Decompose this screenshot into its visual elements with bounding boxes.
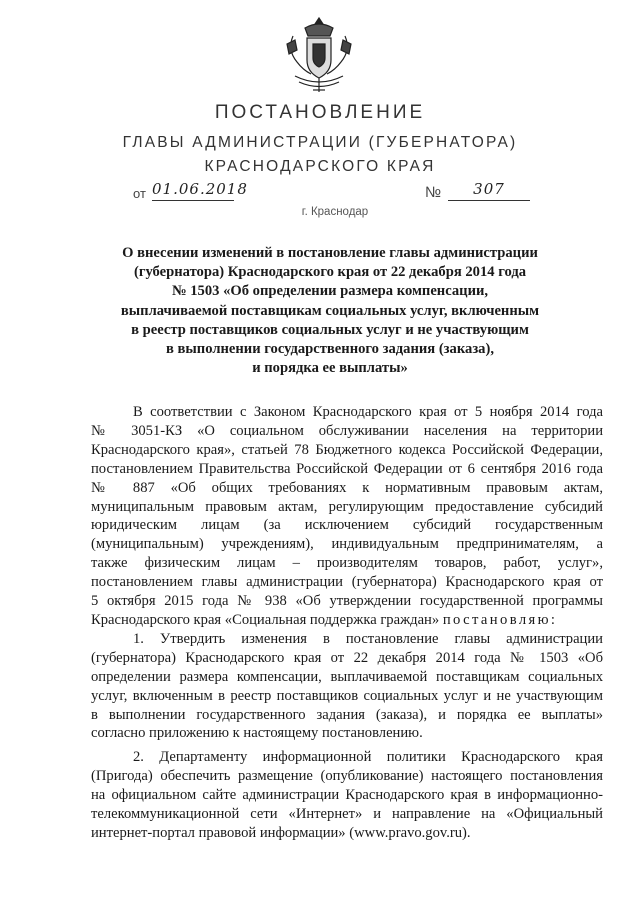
body-line: постановлением Правительства Российской Федерации от 6 сентября 2016 года: [91, 460, 603, 477]
paragraph-2-line: на официальном сайте администрации Краснодарского края в информационно-: [91, 787, 603, 804]
paragraph-1-line: в выполнении государственного задания (заказа), и порядка ее выплаты»: [91, 706, 603, 723]
body-line: В соответствии с Законом Краснодарского края от 5 ноября 2014 года: [133, 404, 603, 420]
number-prefix: №: [425, 184, 442, 201]
document-body: [91, 403, 603, 843]
paragraph-2-line: (Пригода) обеспечить размещение (опубликование) настоящего постановления: [91, 768, 603, 785]
body-line: также физическим лицам – производителям товаров, работ, услуг»,: [91, 555, 603, 572]
paragraph-1-line: услуг, включенным в реестр поставщиков социальных услуг и не участвующим: [91, 687, 603, 704]
paragraph-1-line: согласно приложению к настоящему постановлению.: [91, 725, 423, 742]
title-line: в выполнении государственного задания (заказа),: [166, 341, 494, 358]
title-line: О внесении изменений в постановление главы администрации: [122, 245, 538, 261]
body-line: юридическим лицам (за исключением субсидий государственным: [91, 517, 603, 534]
issuer-heading-line1: ГЛАВЫ АДМИНИСТРАЦИИ (ГУБЕРНАТОРА): [122, 134, 518, 151]
document-type-heading: ПОСТАНОВЛЕНИЕ: [214, 102, 426, 123]
document-title: [95, 244, 565, 378]
paragraph-2-line: 2. Департаменту информационной политики Краснодарского края: [133, 749, 603, 766]
body-line-text: Краснодарского края «Социальная поддержка граждан»: [91, 611, 440, 628]
title-line: выплачиваемой поставщикам социальных услуг, включенным: [120, 302, 540, 319]
paragraph-1-line: 1. Утвердить изменения в постановление главы администрации: [133, 630, 603, 647]
body-line: № 3051-КЗ «О социальном обслуживании населения на территории: [91, 422, 603, 439]
paragraph-1-line: (губернатора) Краснодарского края от 22 декабря 2014 года № 1503 «Об: [91, 649, 603, 666]
body-line: (муниципальным) учреждениям), индивидуальным предпринимателям, а: [91, 536, 603, 553]
title-line: в реестр поставщиков социальных услуг и не участвующим: [131, 321, 529, 338]
title-line: (губернатора) Краснодарского края от 22 декабря 2014 года: [133, 264, 527, 281]
title-line: № 1503 «Об определении размера компенсации,: [171, 283, 489, 300]
issuer-heading-line2: КРАСНОДАРСКОГО КРАЯ: [204, 158, 436, 175]
paragraph-2-line: телекоммуникационной сети «Интернет» и направление на «Официальный: [91, 806, 603, 823]
paragraph-2-line: интернет-портал правовой информации» (www.pravo.gov.ru).: [91, 824, 471, 841]
body-line: Краснодарского края», статьей 78 Бюджетного кодекса Российской Федерации,: [91, 441, 603, 458]
body-line: постановлением главы администрации (губернатора) Краснодарского края от: [91, 574, 603, 591]
operative-word: постановляю:: [442, 611, 558, 628]
document-date: 01.06.2018: [152, 180, 234, 201]
paragraph-1-line: определении размера компенсации, выплачиваемой поставщикам социальных: [91, 668, 603, 685]
body-line-with-operative-word: [91, 611, 603, 630]
coat-of-arms-emblem: [283, 14, 355, 94]
city-label: г. Краснодар: [301, 206, 369, 218]
body-line: 5 октября 2015 года № 938 «Об утверждении государственной программы: [91, 593, 603, 610]
document-number: 307: [448, 180, 530, 201]
title-line: и порядка ее выплаты»: [252, 360, 408, 377]
date-prefix: от: [133, 186, 146, 201]
body-line: муниципальным правовым актам, регулирующим предоставление субсидий: [91, 498, 603, 515]
body-line: № 887 «Об общих требованиях к нормативным правовым актам,: [91, 479, 603, 496]
